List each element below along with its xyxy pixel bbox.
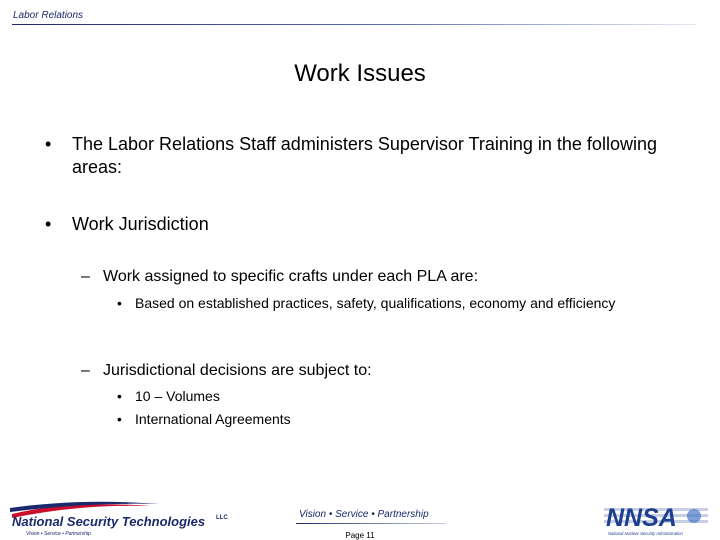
bullet-dot: • [117, 411, 122, 427]
header-rule [12, 24, 696, 25]
sub-item-volumes-text: 10 – Volumes [135, 388, 220, 404]
footer-rule [296, 523, 446, 524]
nnsa-logo-globe [687, 509, 701, 523]
nst-logo-name: National Security Technologies [12, 514, 206, 529]
nst-logo-tagline: Vision • Service • Partnership [26, 531, 91, 537]
nnsa-logo-name: National Nuclear Security Administration [608, 531, 683, 536]
nst-logo-suffix: LLC [216, 515, 228, 521]
sub-item-international-agreements [117, 409, 635, 429]
sub-item-international-agreements-text: International Agreements [135, 411, 291, 427]
bullet-dot: • [117, 388, 122, 404]
footer-tagline: Vision • Service • Partnership [299, 509, 429, 520]
sub-item-volumes [117, 386, 635, 406]
page-number: Page 11 [345, 531, 375, 540]
dash-marker: – [81, 268, 90, 285]
sub-bullet-work-assigned [81, 267, 663, 287]
bullet-jurisdiction-text: Work Jurisdiction [72, 214, 209, 234]
bullet-training-text: The Labor Relations Staff administers Supervisor Training in the following areas: [72, 134, 657, 177]
sub-bullet-jurisdictional-decisions-text: Jurisdictional decisions are subject to: [103, 362, 372, 379]
nnsa-logo [604, 502, 708, 538]
header-label: Labor Relations [13, 10, 84, 21]
bullet-dot: • [45, 214, 52, 234]
bullet-jurisdiction [45, 213, 672, 236]
bullet-training [45, 133, 672, 179]
bullet-dot: • [117, 295, 122, 311]
slide-title: Work Issues [294, 60, 426, 87]
dash-marker: – [81, 362, 90, 379]
bullet-dot: • [45, 134, 52, 154]
sub-item-established-practices-text: Based on established practices, safety, qualifications, economy and efficiency [135, 295, 616, 311]
sub-bullet-jurisdictional-decisions [81, 361, 663, 381]
sub-item-established-practices [117, 293, 635, 313]
nnsa-logo-acronym: NNSA [606, 504, 677, 532]
sub-bullet-work-assigned-text: Work assigned to specific crafts under each PLA are: [103, 268, 479, 285]
